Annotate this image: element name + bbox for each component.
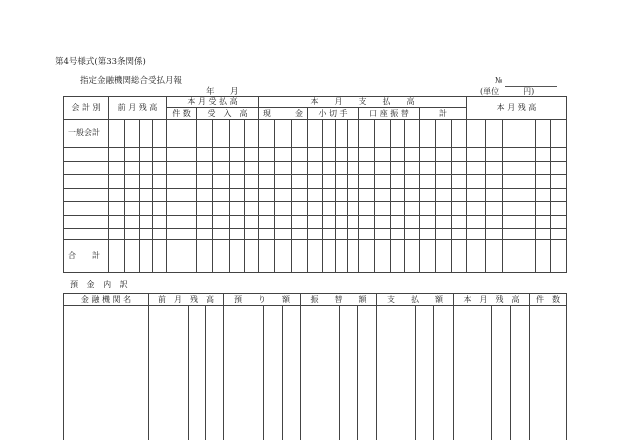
col-total-header: 計 <box>439 109 447 118</box>
month-label: 月 <box>230 87 239 97</box>
deposit-col-transfer: 振 替 額 <box>310 295 367 304</box>
form-number: 第4号様式(第33条関係) <box>55 57 146 67</box>
year-label: 年 <box>206 87 215 97</box>
deposit-col-institution: 金 融 機 関 名 <box>80 295 132 304</box>
group-receipts-header: 本 月 受 払 高 <box>187 97 238 106</box>
col-account-header: 会 計 別 <box>71 103 101 112</box>
col-cash-header: 現 金 <box>263 109 303 118</box>
deposit-breakdown-heading: 預 金 内 訳 <box>70 280 131 289</box>
col-month-balance-header: 本 月 残 高 <box>496 103 537 112</box>
number-label: № <box>495 76 503 85</box>
row-general-account: 一般会計 <box>68 128 100 137</box>
deposit-col-month-balance: 本 月 残 高 <box>463 295 520 304</box>
deposit-col-count: 件 数 <box>536 295 560 304</box>
deposit-col-deposit: 預 り 額 <box>234 295 290 304</box>
deposit-col-prev-balance: 前 月 残 高 <box>158 295 214 304</box>
col-prev-balance-header: 前 月 残 高 <box>117 103 158 112</box>
col-count-header: 件 数 <box>172 109 191 118</box>
col-receipts-header: 受 入 高 <box>207 109 248 118</box>
deposit-col-payment: 支 払 額 <box>387 295 443 304</box>
unit-label: (単位 円) <box>480 87 535 96</box>
report-title: 指定金融機関総合受払月報 <box>80 76 183 86</box>
col-check-header: 小 切 手 <box>318 109 348 118</box>
row-total: 合 計 <box>68 251 100 260</box>
group-payments-header: 本 月 支 払 高 <box>310 97 415 106</box>
col-transfer-header: 口 座 振 替 <box>369 109 409 118</box>
